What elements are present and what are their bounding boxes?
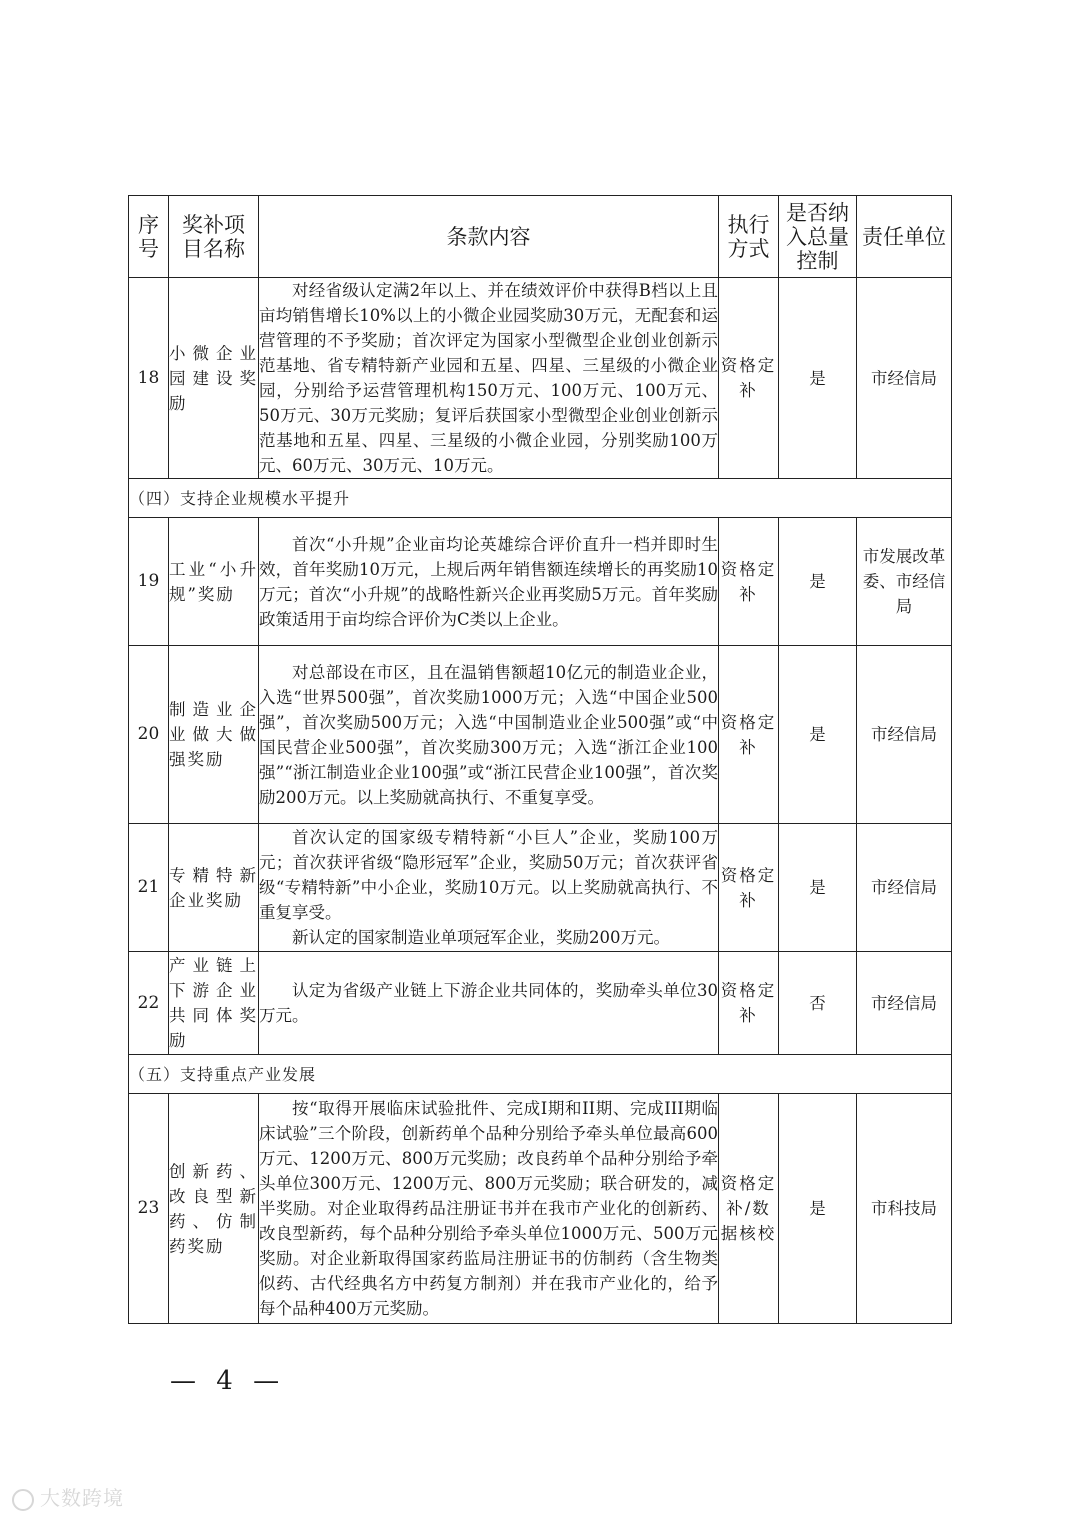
row-name: 工业“小升规”奖励 <box>169 518 259 646</box>
row-content <box>259 824 719 952</box>
row-name: 创新药、改良型新药、仿制药奖励 <box>169 1094 259 1324</box>
row-content <box>259 646 719 824</box>
table-row <box>129 278 952 479</box>
row-content <box>259 1094 719 1324</box>
header-included: 是否纳入总量控制 <box>779 196 857 278</box>
row-content <box>259 518 719 646</box>
policy-table <box>128 195 952 1324</box>
row-included: 是 <box>779 278 857 479</box>
header-method: 执行方式 <box>719 196 779 278</box>
content-paragraph: 对总部设在市区，且在温销售额超10亿元的制造业企业，入选“世界500强”，首次奖励1000万元；入选“中国企业500强”，首次奖励500万元；入选“中国制造业企业500强”或“中国民营企业500强”，首次奖励300万元；入选“浙江企业100强”“浙江制造业企业100强”或“浙江民营企业100强”，首次奖励200万元。以上奖励就高执行、不重复享受。 <box>259 662 718 807</box>
watermark <box>12 1482 124 1511</box>
row-method: 资格定补 <box>719 824 779 952</box>
row-unit: 市经信局 <box>857 278 952 479</box>
section-heading-5: （五）支持重点产业发展 <box>129 1055 952 1094</box>
content-paragraph: 新认定的国家制造业单项冠军企业，奖励200万元。 <box>292 928 670 947</box>
watermark-text: 大数跨境 <box>40 1486 124 1510</box>
table-row <box>129 1094 952 1324</box>
content-paragraph: 首次认定的国家级专精特新“小巨人”企业，奖励100万元；首次获评省级“隐形冠军”企业，奖励50万元；首次获评省级“专精特新”中小企业，奖励10万元。以上奖励就高执行、不重复享受。 <box>259 828 718 922</box>
row-content <box>259 278 719 479</box>
row-num: 23 <box>129 1094 169 1324</box>
row-num: 21 <box>129 824 169 952</box>
row-num: 22 <box>129 952 169 1055</box>
table-row <box>129 646 952 824</box>
row-name: 产业链上下游企业共同体奖励 <box>169 952 259 1055</box>
row-name: 制造业企业做大做强奖励 <box>169 646 259 824</box>
row-unit: 市经信局 <box>857 646 952 824</box>
header-unit: 责任单位 <box>857 196 952 278</box>
table-row <box>129 518 952 646</box>
content-paragraph: 按“取得开展临床试验批件、完成I期和II期、完成III期临床试验”三个阶段，创新药单个品种分别给予牵头单位最高600万元、1200万元、800万元奖励；改良药单个品种分别给予牵头单位300万元、1200万元、800万元奖励；联合研发的，减半奖励。对企业取得药品注册证书并在我市产业化的创新药、改良型新药，每个品种分别给予牵头单位1000万元、500万元奖励。对企业新取得国家药监局注册证书的仿制药（含生物类似药、古代经典名方中药复方制剂）并在我市产业化的，给予每个品种400万元奖励。 <box>259 1099 718 1318</box>
content-paragraph: 首次“小升规”企业亩均论英雄综合评价直升一档并即时生效，首年奖励10万元，上规后两年销售额连续增长的再奖励10万元；首次“小升规”的战略性新兴企业再奖励5万元。首年奖励政策适用于亩均综合评价为C类以上企业。 <box>259 534 718 629</box>
watermark-logo-icon <box>12 1489 34 1511</box>
row-num: 18 <box>129 278 169 479</box>
header-num: 序号 <box>129 196 169 278</box>
section-heading-4: （四）支持企业规模水平提升 <box>129 479 952 518</box>
table-row <box>129 824 952 952</box>
row-method: 资格定补 <box>719 278 779 479</box>
content-paragraph: 认定为省级产业链上下游企业共同体的，奖励牵头单位30万元。 <box>259 981 718 1025</box>
page-number: — 4 — <box>170 1366 286 1396</box>
section-row <box>129 479 952 518</box>
row-unit: 市发展改革委、市经信局 <box>857 518 952 646</box>
row-name: 专精特新企业奖励 <box>169 824 259 952</box>
table-header-row <box>129 196 952 278</box>
content-paragraph: 对经省级认定满2年以上、并在绩效评价中获得B档以上且亩均销售增长10%以上的小微企业园奖励30万元，无配套和运营管理的不予奖励；首次评定为国家小型微型企业创业创新示范基地、省专精特新产业园和五星、四星、三星级的小微企业园，分别给予运营管理机构150万元、100万元、100万元、50万元、30万元奖励；复评后获国家小型微型企业创业创新示范基地和五星、四星、三星级的小微企业园，分别奖励100万元、60万元、30万元、10万元。 <box>259 281 718 475</box>
row-included: 否 <box>779 952 857 1055</box>
table-row <box>129 952 952 1055</box>
row-method: 资格定补 <box>719 646 779 824</box>
row-method: 资格定补 <box>719 952 779 1055</box>
section-row <box>129 1055 952 1094</box>
row-included: 是 <box>779 518 857 646</box>
header-content: 条款内容 <box>259 196 719 278</box>
row-unit: 市科技局 <box>857 1094 952 1324</box>
row-num: 19 <box>129 518 169 646</box>
row-content <box>259 952 719 1055</box>
row-num: 20 <box>129 646 169 824</box>
row-unit: 市经信局 <box>857 824 952 952</box>
row-included: 是 <box>779 646 857 824</box>
row-included: 是 <box>779 1094 857 1324</box>
row-name: 小微企业园建设奖励 <box>169 278 259 479</box>
row-method: 资格定补 <box>719 518 779 646</box>
header-name: 奖补项目名称 <box>169 196 259 278</box>
row-included: 是 <box>779 824 857 952</box>
row-unit: 市经信局 <box>857 952 952 1055</box>
row-method: 资格定补/数据核校 <box>719 1094 779 1324</box>
